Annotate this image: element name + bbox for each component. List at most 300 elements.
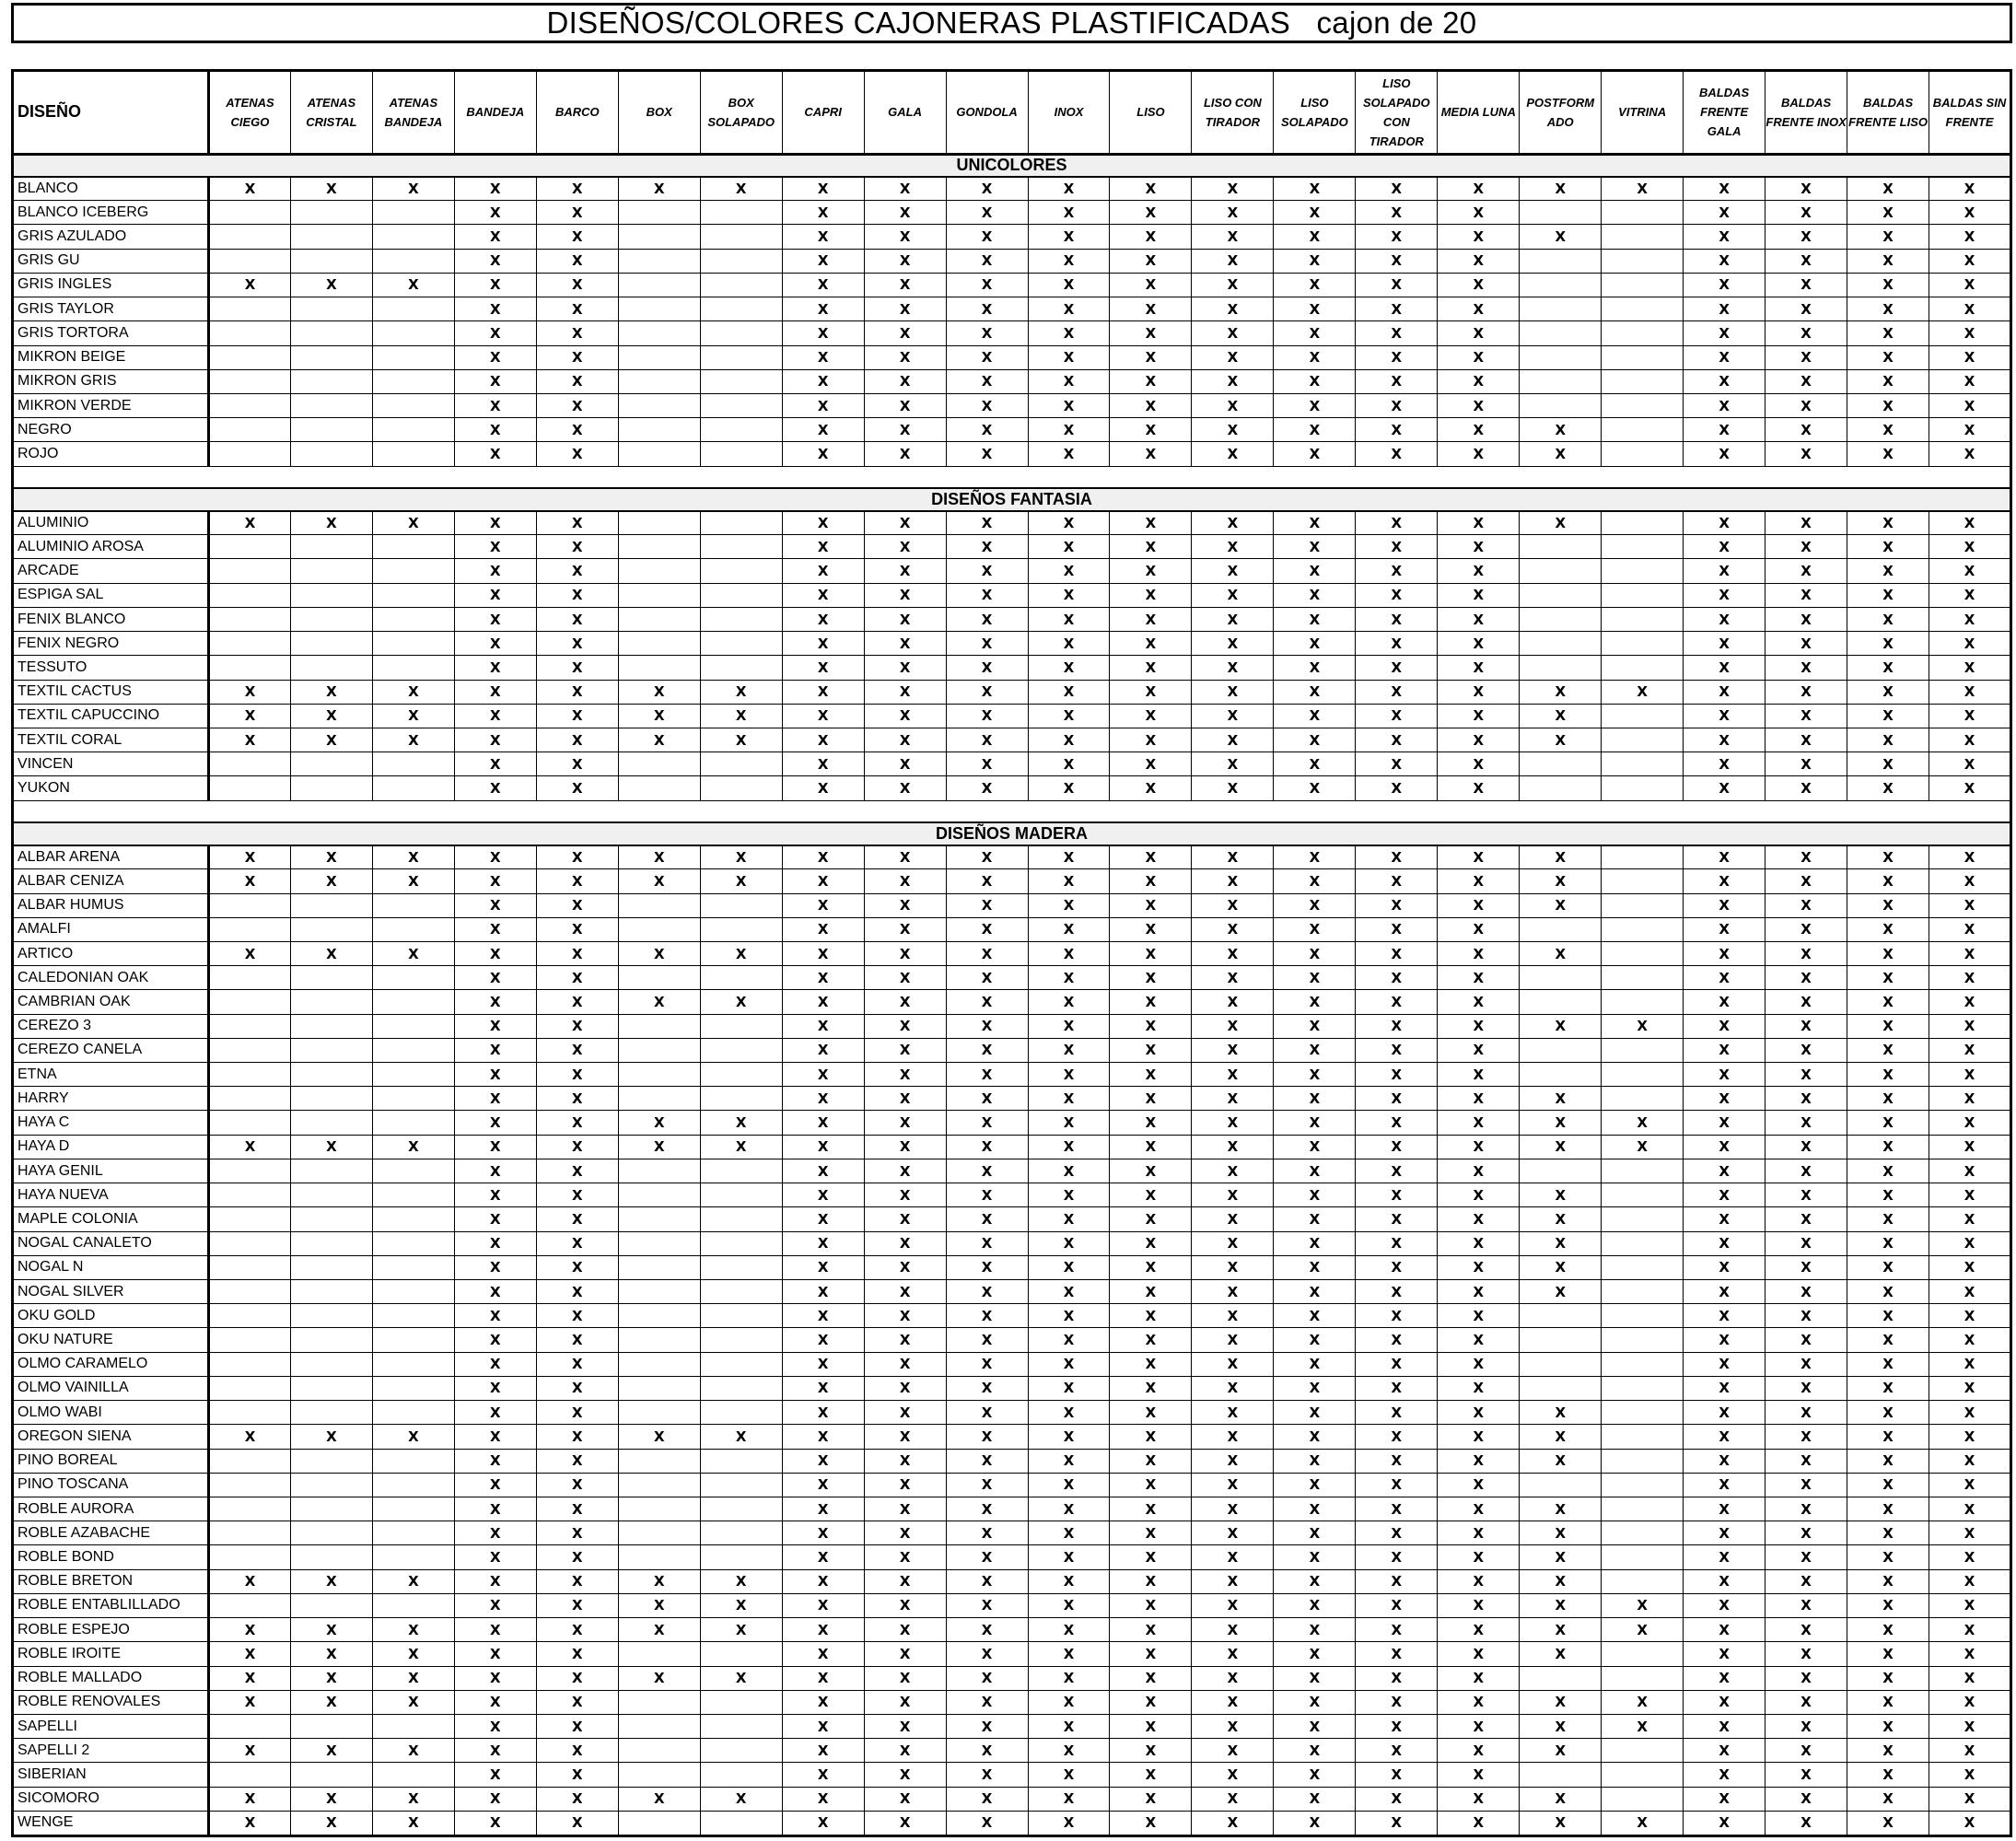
- availability-mark: X: [1520, 1618, 1602, 1642]
- availability-mark: X: [536, 321, 618, 345]
- availability-mark: X: [372, 845, 454, 869]
- availability-mark: X: [1929, 559, 2011, 583]
- empty-cell: [372, 893, 454, 917]
- availability-mark: X: [1110, 656, 1192, 680]
- availability-mark: X: [1438, 1787, 1520, 1811]
- availability-mark: X: [1765, 321, 1847, 345]
- availability-mark: X: [209, 1135, 291, 1159]
- availability-mark: X: [1274, 1763, 1356, 1787]
- column-header: BALDAS FRENTE INOX: [1765, 71, 1847, 155]
- availability-mark: X: [1110, 1497, 1192, 1521]
- empty-cell: [372, 1280, 454, 1304]
- availability-mark: X: [1520, 1593, 1602, 1617]
- empty-cell: [1602, 273, 1684, 297]
- availability-mark: X: [1274, 418, 1356, 442]
- table-row: [13, 1014, 2011, 1038]
- empty-cell: [290, 1473, 372, 1497]
- availability-mark: X: [536, 1014, 618, 1038]
- availability-mark: X: [1028, 297, 1110, 321]
- availability-mark: X: [1192, 249, 1274, 273]
- availability-mark: X: [1438, 249, 1520, 273]
- empty-cell: [209, 1593, 291, 1617]
- empty-cell: [618, 321, 700, 345]
- availability-mark: X: [618, 1111, 700, 1135]
- empty-cell: [1602, 1739, 1684, 1763]
- availability-mark: X: [1847, 1255, 1929, 1279]
- availability-mark: X: [1438, 369, 1520, 393]
- availability-mark: X: [1765, 704, 1847, 728]
- availability-mark: X: [1274, 393, 1356, 417]
- availability-mark: X: [454, 632, 536, 656]
- availability-mark: X: [1356, 1545, 1438, 1569]
- empty-cell: [618, 966, 700, 990]
- availability-mark: X: [372, 1642, 454, 1666]
- availability-mark: X: [1684, 393, 1765, 417]
- availability-mark: X: [1602, 1714, 1684, 1738]
- empty-cell: [700, 1231, 782, 1255]
- availability-mark: X: [1929, 1376, 2011, 1400]
- availability-mark: X: [1192, 704, 1274, 728]
- availability-mark: X: [946, 1642, 1028, 1666]
- availability-mark: X: [1356, 1569, 1438, 1593]
- availability-mark: X: [782, 1304, 864, 1328]
- availability-mark: X: [864, 1449, 946, 1473]
- availability-mark: X: [1602, 1811, 1684, 1835]
- availability-mark: X: [1929, 1063, 2011, 1087]
- availability-mark: X: [1110, 1449, 1192, 1473]
- availability-mark: X: [1929, 1811, 2011, 1835]
- availability-mark: X: [1274, 869, 1356, 893]
- empty-cell: [209, 225, 291, 249]
- availability-mark: X: [1274, 917, 1356, 941]
- table-row: [13, 917, 2011, 941]
- design-name: FENIX NEGRO: [13, 632, 209, 656]
- empty-cell: [618, 1183, 700, 1207]
- empty-cell: [618, 893, 700, 917]
- availability-mark: X: [1847, 632, 1929, 656]
- availability-mark: X: [782, 345, 864, 369]
- empty-cell: [209, 418, 291, 442]
- availability-mark: X: [946, 297, 1028, 321]
- availability-mark: X: [1110, 1618, 1192, 1642]
- empty-cell: [372, 345, 454, 369]
- availability-mark: X: [1520, 442, 1602, 466]
- empty-cell: [1602, 869, 1684, 893]
- availability-mark: X: [1192, 607, 1274, 631]
- table-row: [13, 273, 2011, 297]
- availability-mark: X: [1438, 177, 1520, 201]
- availability-mark: X: [1192, 393, 1274, 417]
- availability-mark: X: [782, 776, 864, 800]
- availability-mark: X: [290, 1811, 372, 1835]
- availability-mark: X: [1438, 1763, 1520, 1787]
- availability-mark: X: [1192, 1449, 1274, 1473]
- empty-cell: [372, 656, 454, 680]
- empty-cell: [618, 776, 700, 800]
- availability-mark: X: [1520, 893, 1602, 917]
- table-row: [13, 1376, 2011, 1400]
- availability-mark: X: [1356, 1352, 1438, 1376]
- availability-mark: X: [1192, 1690, 1274, 1714]
- availability-mark: X: [1192, 1328, 1274, 1352]
- availability-mark: X: [1684, 607, 1765, 631]
- availability-mark: X: [1684, 680, 1765, 704]
- availability-mark: X: [782, 511, 864, 535]
- availability-mark: X: [1028, 1401, 1110, 1425]
- availability-mark: X: [1847, 1787, 1929, 1811]
- availability-mark: X: [946, 273, 1028, 297]
- empty-cell: [209, 1087, 291, 1111]
- availability-mark: X: [1684, 1714, 1765, 1738]
- availability-mark: X: [1192, 583, 1274, 607]
- availability-mark: X: [372, 680, 454, 704]
- availability-mark: X: [1028, 559, 1110, 583]
- availability-mark: X: [864, 1159, 946, 1183]
- empty-cell: [209, 1401, 291, 1425]
- design-name: ALBAR HUMUS: [13, 893, 209, 917]
- column-header: GONDOLA: [946, 71, 1028, 155]
- availability-mark: X: [782, 418, 864, 442]
- table-row: [13, 1063, 2011, 1087]
- availability-mark: X: [209, 1787, 291, 1811]
- availability-mark: X: [1028, 393, 1110, 417]
- availability-mark: X: [782, 869, 864, 893]
- empty-cell: [1520, 321, 1602, 345]
- empty-cell: [700, 1690, 782, 1714]
- availability-mark: X: [536, 1739, 618, 1763]
- availability-mark: X: [1684, 442, 1765, 466]
- design-name: MIKRON BEIGE: [13, 345, 209, 369]
- availability-mark: X: [1028, 369, 1110, 393]
- empty-cell: [209, 1545, 291, 1569]
- availability-mark: X: [1110, 1135, 1192, 1159]
- empty-cell: [209, 1521, 291, 1545]
- availability-mark: X: [946, 656, 1028, 680]
- availability-mark: X: [1110, 1763, 1192, 1787]
- availability-mark: X: [209, 1811, 291, 1835]
- availability-mark: X: [1356, 583, 1438, 607]
- availability-mark: X: [864, 297, 946, 321]
- availability-mark: X: [536, 1593, 618, 1617]
- empty-cell: [700, 393, 782, 417]
- availability-mark: X: [1438, 297, 1520, 321]
- availability-mark: X: [536, 1376, 618, 1400]
- empty-cell: [1602, 369, 1684, 393]
- availability-mark: X: [1028, 535, 1110, 559]
- availability-mark: X: [1438, 345, 1520, 369]
- availability-mark: X: [782, 632, 864, 656]
- empty-cell: [290, 345, 372, 369]
- availability-mark: X: [1110, 345, 1192, 369]
- availability-mark: X: [536, 1666, 618, 1690]
- empty-cell: [618, 1811, 700, 1835]
- availability-mark: X: [1602, 1014, 1684, 1038]
- availability-mark: X: [1684, 1618, 1765, 1642]
- availability-mark: X: [700, 177, 782, 201]
- availability-mark: X: [209, 1690, 291, 1714]
- availability-mark: X: [700, 1787, 782, 1811]
- availability-mark: X: [1110, 990, 1192, 1014]
- availability-mark: X: [782, 1111, 864, 1135]
- section-header-row: [13, 488, 2011, 510]
- availability-mark: X: [454, 249, 536, 273]
- design-name: TESSUTO: [13, 656, 209, 680]
- availability-mark: X: [536, 1690, 618, 1714]
- availability-mark: X: [1356, 559, 1438, 583]
- availability-mark: X: [618, 1135, 700, 1159]
- availability-mark: X: [946, 607, 1028, 631]
- availability-mark: X: [536, 1763, 618, 1787]
- availability-mark: X: [454, 1183, 536, 1207]
- availability-mark: X: [946, 1787, 1028, 1811]
- availability-mark: X: [1684, 1231, 1765, 1255]
- availability-mark: X: [782, 321, 864, 345]
- availability-mark: X: [454, 1280, 536, 1304]
- empty-cell: [618, 345, 700, 369]
- availability-mark: X: [1520, 1497, 1602, 1521]
- availability-mark: X: [1847, 1473, 1929, 1497]
- availability-mark: X: [1028, 1087, 1110, 1111]
- availability-mark: X: [1356, 1763, 1438, 1787]
- availability-mark: X: [290, 941, 372, 965]
- availability-mark: X: [782, 1449, 864, 1473]
- availability-mark: X: [1110, 1739, 1192, 1763]
- availability-mark: X: [946, 249, 1028, 273]
- empty-cell: [290, 1087, 372, 1111]
- availability-mark: X: [536, 418, 618, 442]
- availability-mark: X: [1929, 273, 2011, 297]
- availability-mark: X: [1110, 1207, 1192, 1231]
- design-name: OLMO WABI: [13, 1401, 209, 1425]
- availability-mark: X: [700, 990, 782, 1014]
- empty-cell: [1602, 1159, 1684, 1183]
- empty-cell: [372, 321, 454, 345]
- availability-mark: X: [1192, 1666, 1274, 1690]
- empty-cell: [1602, 1425, 1684, 1449]
- availability-mark: X: [618, 990, 700, 1014]
- availability-mark: X: [1438, 845, 1520, 869]
- availability-mark: X: [1847, 1328, 1929, 1352]
- availability-mark: X: [209, 1642, 291, 1666]
- availability-mark: X: [536, 1569, 618, 1593]
- empty-cell: [209, 1255, 291, 1279]
- empty-cell: [618, 1714, 700, 1738]
- availability-mark: X: [1192, 917, 1274, 941]
- availability-mark: X: [946, 1376, 1028, 1400]
- table-row: [13, 990, 2011, 1014]
- availability-mark: X: [1847, 201, 1929, 225]
- availability-mark: X: [1110, 1038, 1192, 1062]
- availability-mark: X: [1438, 869, 1520, 893]
- availability-mark: X: [782, 393, 864, 417]
- availability-mark: X: [1028, 990, 1110, 1014]
- design-name: CEREZO CANELA: [13, 1038, 209, 1062]
- availability-mark: X: [1438, 1207, 1520, 1231]
- availability-mark: X: [864, 559, 946, 583]
- availability-mark: X: [1929, 1159, 2011, 1183]
- availability-mark: X: [1356, 1087, 1438, 1111]
- empty-cell: [1520, 393, 1602, 417]
- availability-mark: X: [1110, 273, 1192, 297]
- availability-mark: X: [1929, 1739, 2011, 1763]
- empty-cell: [700, 1521, 782, 1545]
- empty-cell: [1520, 1666, 1602, 1690]
- availability-mark: X: [1274, 1593, 1356, 1617]
- empty-cell: [372, 1352, 454, 1376]
- availability-mark: X: [290, 680, 372, 704]
- availability-mark: X: [1929, 990, 2011, 1014]
- availability-mark: X: [1520, 1811, 1602, 1835]
- design-name: NOGAL SILVER: [13, 1280, 209, 1304]
- design-name: ROBLE MALLADO: [13, 1666, 209, 1690]
- availability-mark: X: [454, 1569, 536, 1593]
- availability-mark: X: [1765, 442, 1847, 466]
- availability-mark: X: [782, 1545, 864, 1569]
- empty-cell: [290, 1763, 372, 1787]
- availability-mark: X: [536, 442, 618, 466]
- availability-mark: X: [1929, 1280, 2011, 1304]
- availability-mark: X: [1192, 1135, 1274, 1159]
- empty-cell: [700, 893, 782, 917]
- availability-mark: X: [372, 1811, 454, 1835]
- availability-mark: X: [1192, 177, 1274, 201]
- availability-mark: X: [864, 1401, 946, 1425]
- availability-mark: X: [1274, 1087, 1356, 1111]
- availability-mark: X: [946, 1449, 1028, 1473]
- availability-mark: X: [209, 1618, 291, 1642]
- availability-mark: X: [1684, 1280, 1765, 1304]
- availability-mark: X: [1438, 1497, 1520, 1521]
- availability-mark: X: [1028, 1497, 1110, 1521]
- availability-mark: X: [454, 680, 536, 704]
- availability-mark: X: [1274, 559, 1356, 583]
- availability-mark: X: [1438, 418, 1520, 442]
- availability-mark: X: [1929, 1231, 2011, 1255]
- availability-mark: X: [1847, 1135, 1929, 1159]
- availability-mark: X: [1274, 966, 1356, 990]
- empty-cell: [1602, 511, 1684, 535]
- availability-mark: X: [782, 249, 864, 273]
- availability-mark: X: [454, 1449, 536, 1473]
- empty-cell: [618, 297, 700, 321]
- availability-mark: X: [946, 1763, 1028, 1787]
- table-row: [13, 1255, 2011, 1279]
- availability-mark: X: [536, 1449, 618, 1473]
- availability-mark: X: [1274, 177, 1356, 201]
- empty-cell: [290, 1231, 372, 1255]
- availability-mark: X: [1847, 1497, 1929, 1521]
- availability-mark: X: [782, 1473, 864, 1497]
- availability-mark: X: [536, 607, 618, 631]
- availability-mark: X: [1356, 1328, 1438, 1352]
- availability-mark: X: [1356, 201, 1438, 225]
- availability-mark: X: [1110, 1714, 1192, 1738]
- availability-mark: X: [700, 1593, 782, 1617]
- empty-cell: [372, 418, 454, 442]
- empty-cell: [209, 321, 291, 345]
- availability-mark: X: [946, 1497, 1028, 1521]
- availability-mark: X: [864, 1787, 946, 1811]
- availability-mark: X: [209, 941, 291, 965]
- availability-mark: X: [1765, 1135, 1847, 1159]
- availability-mark: X: [1028, 917, 1110, 941]
- availability-mark: X: [1847, 1087, 1929, 1111]
- availability-mark: X: [1684, 1690, 1765, 1714]
- empty-cell: [618, 559, 700, 583]
- availability-mark: X: [1356, 1787, 1438, 1811]
- design-name: TEXTIL CAPUCCINO: [13, 704, 209, 728]
- availability-mark: X: [1028, 776, 1110, 800]
- availability-mark: X: [864, 249, 946, 273]
- availability-mark: X: [1684, 201, 1765, 225]
- column-header: BALDAS SIN FRENTE: [1929, 71, 2011, 155]
- availability-mark: X: [1356, 1014, 1438, 1038]
- availability-mark: X: [782, 1376, 864, 1400]
- availability-mark: X: [454, 1545, 536, 1569]
- availability-mark: X: [864, 1135, 946, 1159]
- availability-mark: X: [1684, 1449, 1765, 1473]
- availability-mark: X: [864, 1183, 946, 1207]
- availability-mark: X: [454, 1304, 536, 1328]
- availability-mark: X: [1438, 1714, 1520, 1738]
- availability-mark: X: [1356, 1376, 1438, 1400]
- table-row: [13, 1642, 2011, 1666]
- availability-mark: X: [1847, 941, 1929, 965]
- availability-mark: X: [864, 1231, 946, 1255]
- availability-mark: X: [1192, 1014, 1274, 1038]
- design-name: ALUMINIO AROSA: [13, 535, 209, 559]
- availability-mark: X: [864, 1690, 946, 1714]
- empty-cell: [700, 535, 782, 559]
- empty-cell: [372, 1304, 454, 1328]
- empty-cell: [372, 632, 454, 656]
- availability-mark: X: [1110, 1352, 1192, 1376]
- availability-mark: X: [1438, 535, 1520, 559]
- availability-mark: X: [536, 369, 618, 393]
- availability-mark: X: [1847, 990, 1929, 1014]
- availability-mark: X: [1274, 1135, 1356, 1159]
- availability-mark: X: [782, 1401, 864, 1425]
- availability-mark: X: [1765, 1352, 1847, 1376]
- empty-cell: [290, 607, 372, 631]
- availability-mark: X: [1028, 1183, 1110, 1207]
- availability-mark: X: [1274, 321, 1356, 345]
- availability-mark: X: [1028, 1473, 1110, 1497]
- availability-mark: X: [1274, 1038, 1356, 1062]
- empty-cell: [700, 656, 782, 680]
- availability-mark: X: [864, 1739, 946, 1763]
- availability-mark: X: [536, 1545, 618, 1569]
- availability-mark: X: [454, 1328, 536, 1352]
- availability-mark: X: [1356, 1593, 1438, 1617]
- availability-mark: X: [782, 1497, 864, 1521]
- availability-mark: X: [1110, 1811, 1192, 1835]
- availability-mark: X: [1028, 607, 1110, 631]
- availability-mark: X: [536, 941, 618, 965]
- availability-mark: X: [1356, 1231, 1438, 1255]
- column-header: BARCO: [536, 71, 618, 155]
- table-row: [13, 1690, 2011, 1714]
- availability-mark: X: [1765, 1401, 1847, 1425]
- availability-mark: X: [1356, 1497, 1438, 1521]
- section-header-row: [13, 822, 2011, 845]
- availability-mark: X: [1028, 321, 1110, 345]
- availability-mark: X: [782, 845, 864, 869]
- availability-mark: X: [1274, 1207, 1356, 1231]
- availability-mark: X: [1929, 418, 2011, 442]
- availability-mark: X: [1765, 1280, 1847, 1304]
- empty-cell: [1602, 941, 1684, 965]
